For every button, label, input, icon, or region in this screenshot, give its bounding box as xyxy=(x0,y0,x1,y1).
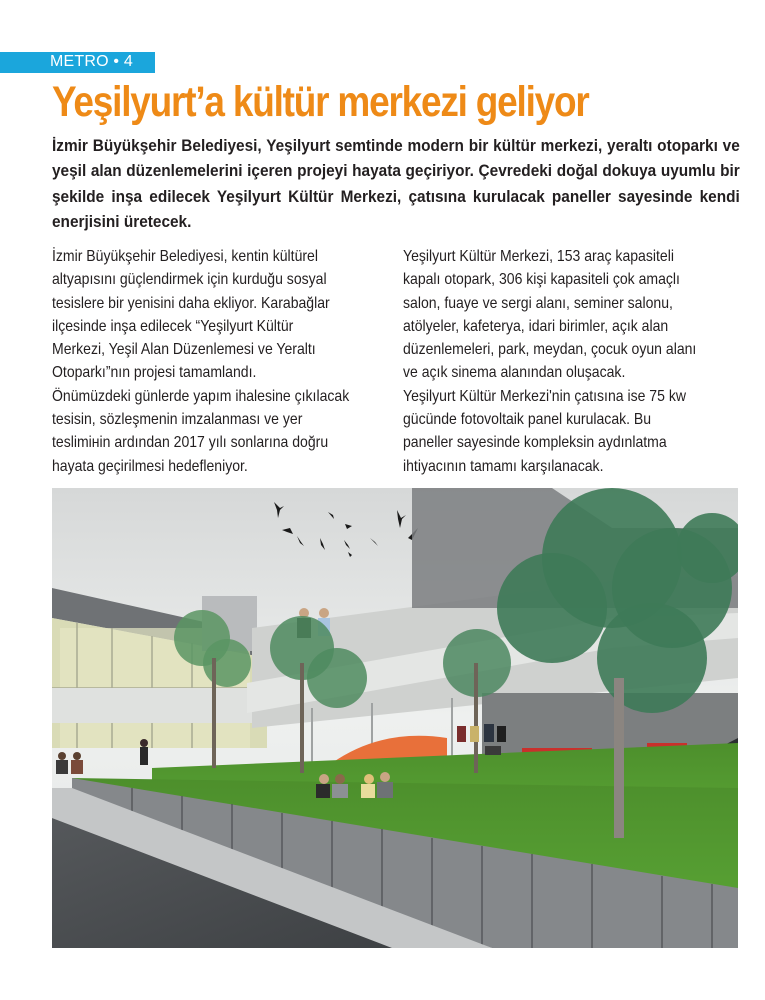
body-column-left xyxy=(52,245,392,478)
body-column-right xyxy=(403,245,743,478)
section-label: METRO • 4 xyxy=(50,53,133,70)
lead-paragraph xyxy=(52,133,740,234)
architectural-rendering xyxy=(52,488,738,948)
section-banner xyxy=(0,52,155,73)
headline: Yeşilyurt’a kültür merkezi geliyor xyxy=(52,78,589,126)
lead-text: İzmir Büyükşehir Belediyesi, Yeşilyurt semtinde modern bir kültür merkezi, yeraltı otoparkı ve yeşil alan düzenlemelerini içeren projeyi hayata geçiriyor. Çevredeki doğal dokuya uyumlu bir şekilde inşa edilecek Yeşilyurt Kültür Merkezi, çatısına kurulacak paneller sayesinde kendi enerjisini üretecek. xyxy=(52,136,740,231)
body-text-left: İzmir Büyükşehir Belediyesi, kentin kültürel altyapısını güçlendirmek için kurduğu sosyal tesislere bir yenisini daha ekliyor. Karabağlar ilçesinde inşa edilecek “Yeşilyurt Kültür Merkezi, Yeşil Alan Düzenlemesi ve Yeraltı Otoparkı”nın projesi tamamlandı. Önümüzdeki günlerde yapım ihalesine çıkılacak tesisin, sözleşmenin imzalanması ve yer teslimінin ardından 2017 yılı sonlarına doğru hayata geçirilmesi hedefleniyor. xyxy=(52,248,350,475)
body-text-right: Yeşilyurt Kültür Merkezi, 153 araç kapasiteli kapalı otopark, 306 kişi kapasiteli çok amaçlı salon, fuaye ve sergi alanı, seminer salonu, atölyeler, kafeterya, idari birimler, açık alan düzenlemeleri, park, meydan, çocuk oyun alanı ve açık sinema alanından oluşacak. Yeşilyurt Kültür Merkezi'nin çatısına ise 75 kw gücünde fotovoltaik panel kurulacak. Bu paneller sayesinde kompleksin aydınlatma ihtiyacının tamamı karşılanacak. xyxy=(403,248,697,475)
rendering-illustration xyxy=(52,488,738,948)
